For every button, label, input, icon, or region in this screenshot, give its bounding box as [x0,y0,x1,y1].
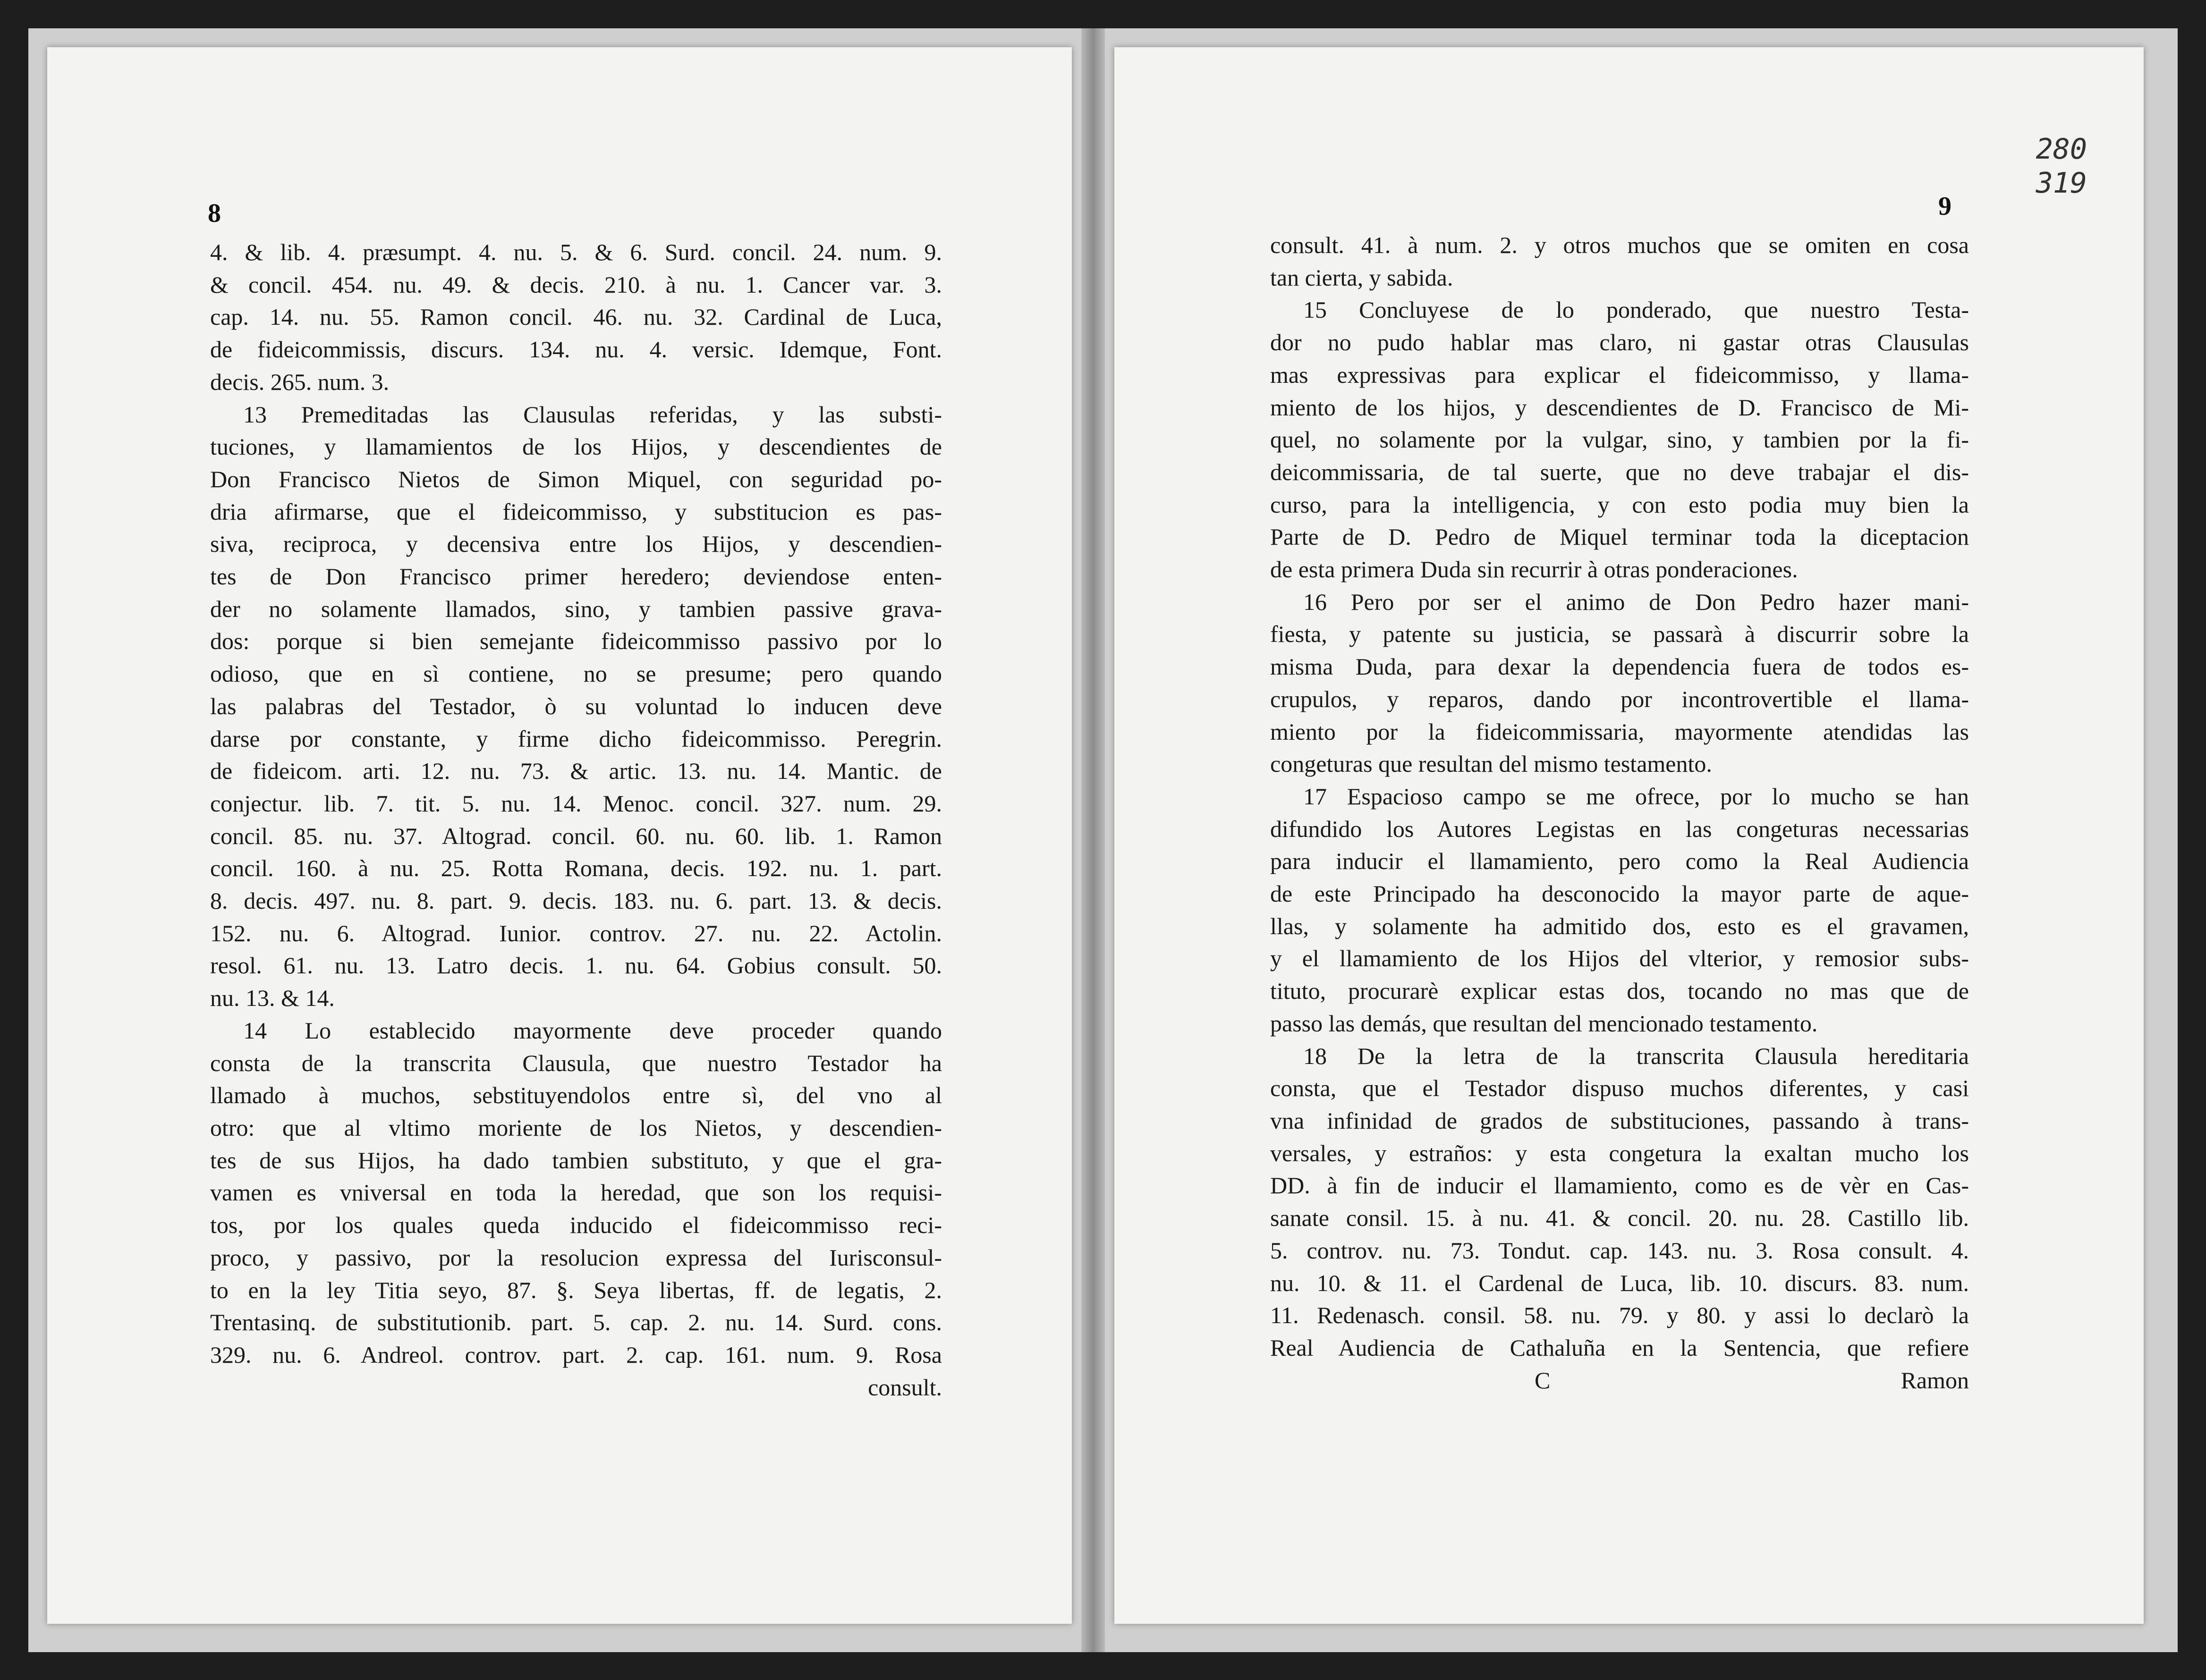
text-line: concil. 85. nu. 37. Altograd. concil. 60. nu. 60. lib. 1. Ramon [210,822,942,849]
text-line: las palabras del Testador, ò su voluntad lo inducen deve [210,692,942,719]
catchword: Ramon [1901,1367,1969,1393]
text-line: misma Duda, para dexar la dependencia fuera de todos es- [1270,653,1969,680]
text-line: Real Audiencia de Cathaluña en la Sentencia, que refiere [1270,1334,1969,1361]
text-line: concil. 160. à nu. 25. Rotta Romana, decis. 192. nu. 1. part. [210,855,942,882]
text-line: passo las demás, que resultan del mencionado testamento. [1270,1010,1818,1037]
annotation-line: 280 [2036,133,2087,166]
text-line: nu. 10. & 11. el Cardenal de Luca, lib. 10. discurs. 83. num. [1270,1269,1969,1296]
right-page [1114,47,2144,1624]
text-line: dria afirmarse, que el fideicommisso, y substitucion es pas- [210,498,942,525]
text-line: tuciones, y llamamientos de los Hijos, y descendientes de [210,433,942,460]
text-line: curso, para la intelligencia, y con esto podia muy bien la [1270,491,1969,518]
text-line: cap. 14. nu. 55. Ramon concil. 46. nu. 32. Cardinal de Luca, [210,304,942,330]
text-line: consta de la transcrita Clausula, que nuestro Testador ha [210,1049,942,1076]
text-line: siva, reciproca, y decensiva entre los Hijos, y descendien- [210,531,942,557]
text-line: tes de sus Hijos, ha dado tambien substituto, y que el gra- [210,1147,942,1173]
book-spread [28,28,2178,1652]
text-line: 17 Espacioso campo se me ofrece, por lo mucho se han [1303,783,1969,810]
left-page-text [210,236,942,1403]
text-line: darse por constante, y firme dicho fideicommisso. Peregrin. [210,725,942,752]
text-line: der no solamente llamados, sino, y tambien passive grava- [210,595,942,622]
right-page-text [1270,229,1969,1396]
right-page-number: 9 [1938,192,1951,221]
text-line: de fideicom. arti. 12. nu. 73. & artic. 13. nu. 14. Mantic. de [210,758,942,785]
text-line: consult. 41. à num. 2. y otros muchos que se omiten en cosa [1270,232,1969,258]
text-line: 4. & lib. 4. præsumpt. 4. nu. 5. & 6. Surd. concil. 24. num. 9. [210,239,942,265]
text-line: de esta primera Duda sin recurrir à otras ponderaciones. [1270,556,1798,583]
text-line: proco, y passivo, por la resolucion expressa del Iurisconsul- [210,1244,942,1271]
text-line: 14 Lo establecido mayormente deve proceder quando [243,1017,942,1044]
text-line: tes de Don Francisco primer heredero; deviendose enten- [210,563,942,590]
text-line: resol. 61. nu. 13. Latro decis. 1. nu. 64. Gobius consult. 50. [210,952,942,979]
book-gutter [1081,28,1105,1652]
text-line: tos, por los quales queda inducido el fideicommisso reci- [210,1212,942,1239]
text-line: DD. à fin de inducir el llamamiento, como es de vèr en Cas- [1270,1172,1969,1199]
text-line: 152. nu. 6. Altograd. Iunior. controv. 27. nu. 22. Actolin. [210,920,942,946]
text-line: llas, y solamente ha admitido dos, esto es el gravamen, [1270,912,1969,939]
text-line: 15 Concluyese de lo ponderado, que nuestro Testa- [1303,296,1969,323]
text-line: Trentasinq. de substitutionib. part. 5. cap. 2. nu. 14. Surd. cons. [210,1309,942,1336]
text-line: sanate consil. 15. à nu. 41. & concil. 20. nu. 28. Castillo lib. [1270,1205,1969,1232]
text-line: vna infinidad de grados de substituciones, passando à trans- [1270,1107,1969,1134]
text-line: decis. 265. num. 3. [210,368,390,395]
text-line: congeturas que resultan del mismo testamento. [1270,751,1712,777]
text-line: nu. 13. & 14. [210,985,335,1012]
text-line: versales, y estraños: y esta congetura la exaltan mucho los [1270,1140,1969,1166]
text-line: 16 Pero por ser el animo de Don Pedro hazer mani- [1303,588,1969,615]
text-line: 18 De la letra de la transcrita Clausula hereditaria [1303,1042,1969,1069]
text-line: miento de los hijos, y descendientes de D. Francisco de Mi- [1270,394,1969,421]
text-line: odioso, que en sì contiene, no se presume; pero quando [210,660,942,687]
text-line: consta, que el Testador dispuso muchos diferentes, y casi [1270,1075,1969,1102]
left-page [47,47,1072,1624]
text-line: & concil. 454. nu. 49. & decis. 210. à nu. 1. Cancer var. 3. [210,271,942,298]
text-line: fiesta, y patente su justicia, se passarà à discurrir sobre la [1270,621,1969,648]
text-line: 11. Redenasch. consil. 58. nu. 79. y 80. y assi lo declarò la [1270,1302,1969,1329]
text-line: mas expressivas para explicar el fideicommisso, y llama- [1270,361,1969,388]
text-line: difundido los Autores Legistas en las congeturas necessarias [1270,815,1969,842]
text-line: crupulos, y reparos, dando por incontrovertible el llama- [1270,685,1969,712]
signature-mark: C [1535,1367,1551,1393]
text-line: dor no pudo hablar mas claro, ni gastar otras Clausulas [1270,329,1969,356]
text-line: tan cierta, y sabida. [1270,264,1453,291]
text-line: Parte de D. Pedro de Miquel terminar toda la diceptacion [1270,523,1969,550]
text-line: conjectur. lib. 7. tit. 5. nu. 14. Menoc. concil. 327. num. 29. [210,790,942,817]
text-line: 329. nu. 6. Andreol. controv. part. 2. cap. 161. num. 9. Rosa [210,1341,942,1368]
text-line: 13 Premeditadas las Clausulas referidas, y las substi- [243,401,942,428]
text-line: to en la ley Titia seyo, 87. §. Seya libertas, ff. de legatis, 2. [210,1276,942,1303]
text-line: quel, no solamente por la vulgar, sino, y tambien por la fi- [1270,426,1969,453]
text-line: llamado à muchos, sebstituyendolos entre sì, del vno al [210,1082,942,1109]
left-page-number: 8 [208,199,221,228]
text-line: deicommissaria, de tal suerte, que no deve trabajar el dis- [1270,458,1969,485]
text-line: 8. decis. 497. nu. 8. part. 9. decis. 183. nu. 6. part. 13. & decis. [210,887,942,914]
page-footer [1270,1364,1969,1397]
text-line: para inducir el llamamiento, pero como la Real Audiencia [1270,848,1969,875]
text-line: 5. controv. nu. 73. Tondut. cap. 143. nu. 3. Rosa consult. 4. [1270,1237,1969,1264]
text-line: tituto, procurarè explicar estas dos, tocando no mas que de [1270,978,1969,1005]
text-line: miento por la fideicommissaria, mayormente atendidas las [1270,718,1969,745]
text-line: vamen es vniversal en toda la heredad, que son los requisi- [210,1179,942,1206]
text-line: y el llamamiento de los Hijos del vlterior, y remosior subs- [1270,945,1969,972]
text-line: de fideicommissis, discurs. 134. nu. 4. versic. Idemque, Font. [210,336,942,363]
text-line: dos: porque si bien semejante fideicommisso passivo por lo [210,628,942,655]
text-line: de este Principado ha desconocido la mayor parte de aque- [1270,880,1969,907]
text-line: Don Francisco Nietos de Simon Miquel, con seguridad po- [210,465,942,492]
catchword: consult. [868,1374,942,1401]
handwritten-folio-annotation [2036,132,2087,200]
annotation-line: 319 [2036,167,2087,200]
text-line: otro: que al vltimo moriente de los Nietos, y descendien- [210,1114,942,1141]
